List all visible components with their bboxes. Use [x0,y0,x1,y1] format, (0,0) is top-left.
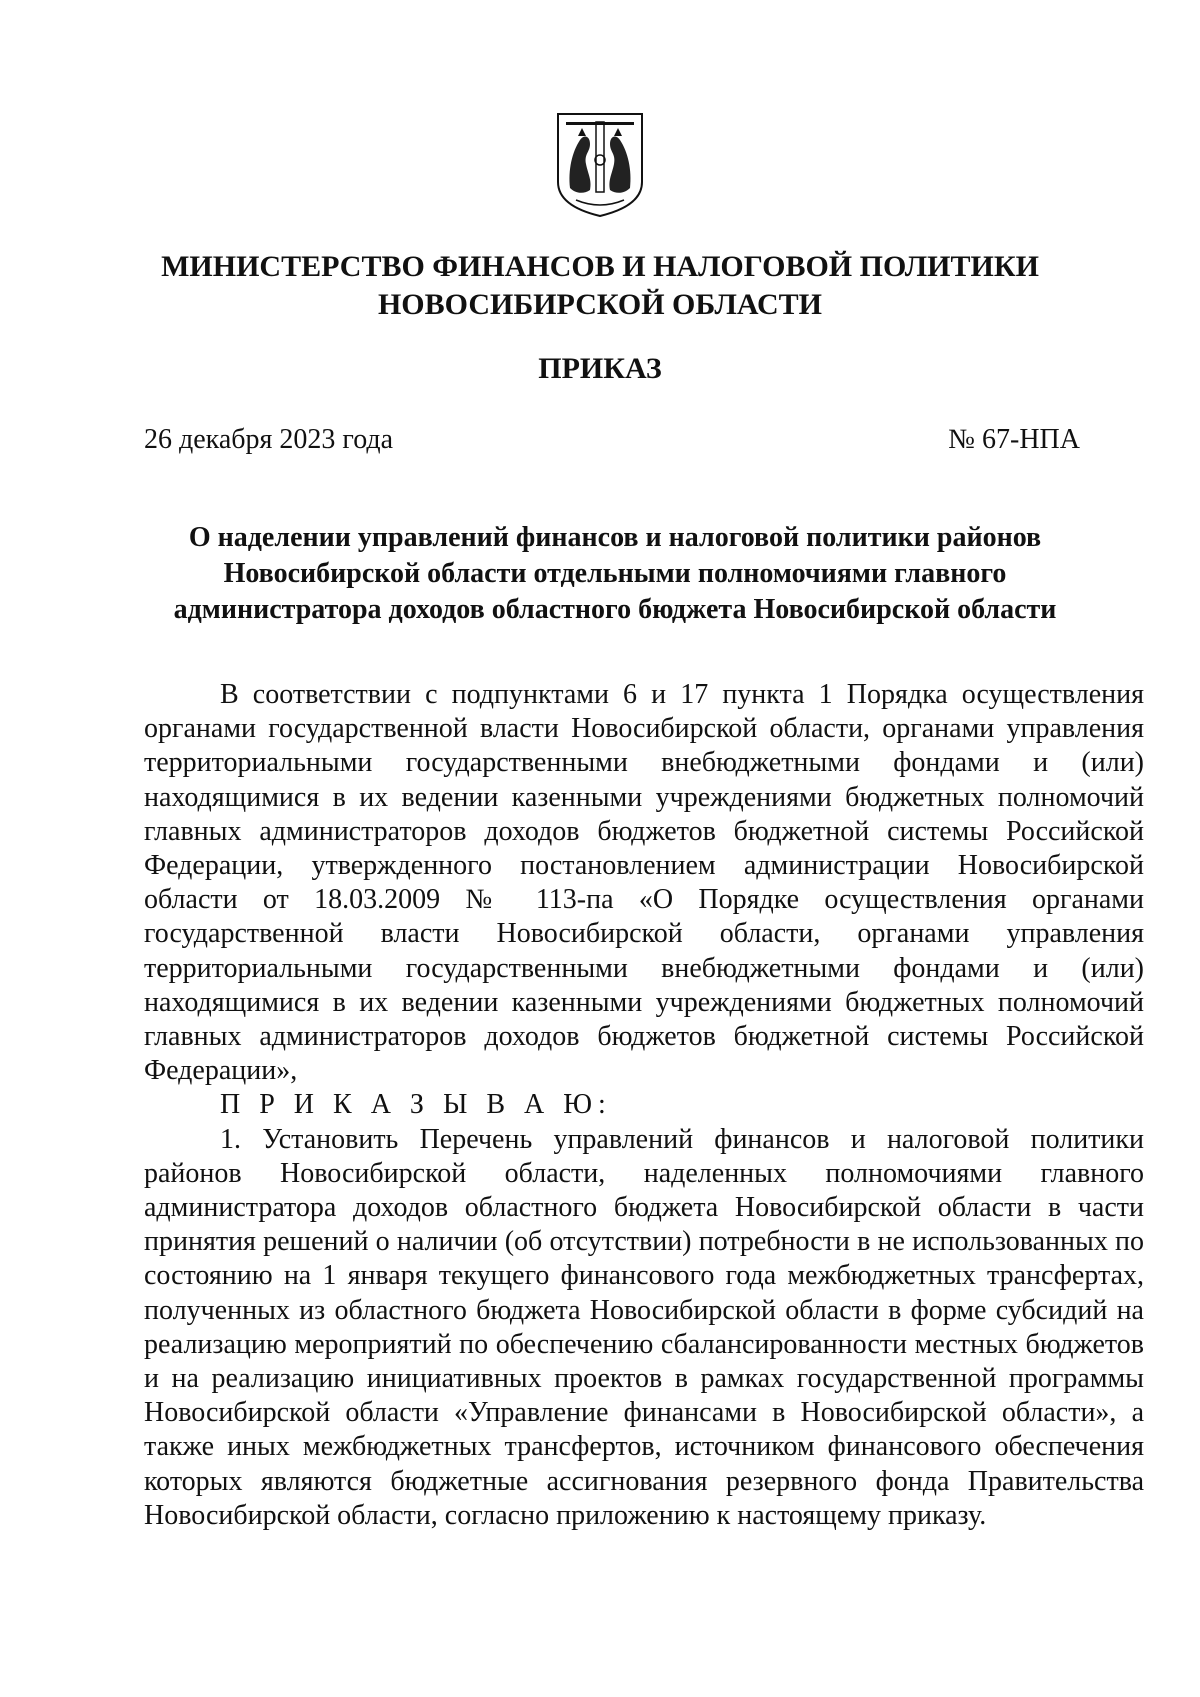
document-date: 26 декабря 2023 года [144,424,394,455]
subject-line-1: О наделении управлений финансов и налоговой политики районов [188,522,1042,553]
document-type: ПРИКАЗ [538,352,662,385]
item-1-paragraph: 1. Установить Перечень управлений финансов и налоговой политики районов Новосибирской области, наделенных полномочиями главного администратора доходов областного бюджета Новосибирской области в части принятия решений о наличии (об отсутствии) потребности в не использованных по состоянию на 1 января текущего финансового года межбюджетных трансфертах, полученных из областного бюджета Новосибирской области в форме субсидий на реализацию мероприятий по обеспечению сбалансированности местных бюджетов и на реализацию инициативных проектов в рамках государственной программы Новосибирской области «Управление финансами в Новосибирской области», а также иных межбюджетных трансфертов, источником финансового обеспечения которых являются бюджетные ассигнования резервного фонда Правительства Новосибирской области, согласно приложению к настоящему приказу. [144,1123,1144,1531]
organization-name [0,248,1200,324]
subject-line-2: Новосибирской области отдельными полномочиями главного [223,558,1007,589]
coat-of-arms-icon [554,110,646,220]
organization-line-2: НОВОСИБИРСКОЙ ОБЛАСТИ [377,288,823,321]
document-subject [150,520,1080,628]
document-body [144,678,1144,1533]
document-number: № 67-НПА [948,424,1080,455]
coat-of-arms-emblem-drawing [554,110,646,220]
preamble-paragraph: В соответствии с подпунктами 6 и 17 пункта 1 Порядка осуществления органами государственной власти Новосибирской области, органами управления территориальными государственными внебюджетными фондами и (или) находящимися в их ведении казенными учреждениями бюджетных полномочий главных администраторов доходов бюджетов бюджетной системы Российской Федерации, утвержденного постановлением администрации Новосибирской области от 18.03.2009 № 113-па «О Порядке осуществления органами государственной власти Новосибирской области, органами управления территориальными государственными внебюджетными фондами и (или) находящимися в их ведении казенными учреждениями бюджетных полномочий главных администраторов доходов бюджетов бюджетной системы Российской Федерации», [144,679,1144,1087]
subject-line-3: администратора доходов областного бюджета Новосибирской области [173,594,1057,625]
order-word: П Р И К А З Ы В А Ю: [220,1089,612,1121]
organization-line-1: МИНИСТЕРСТВО ФИНАНСОВ И НАЛОГОВОЙ ПОЛИТИКИ [161,250,1039,283]
